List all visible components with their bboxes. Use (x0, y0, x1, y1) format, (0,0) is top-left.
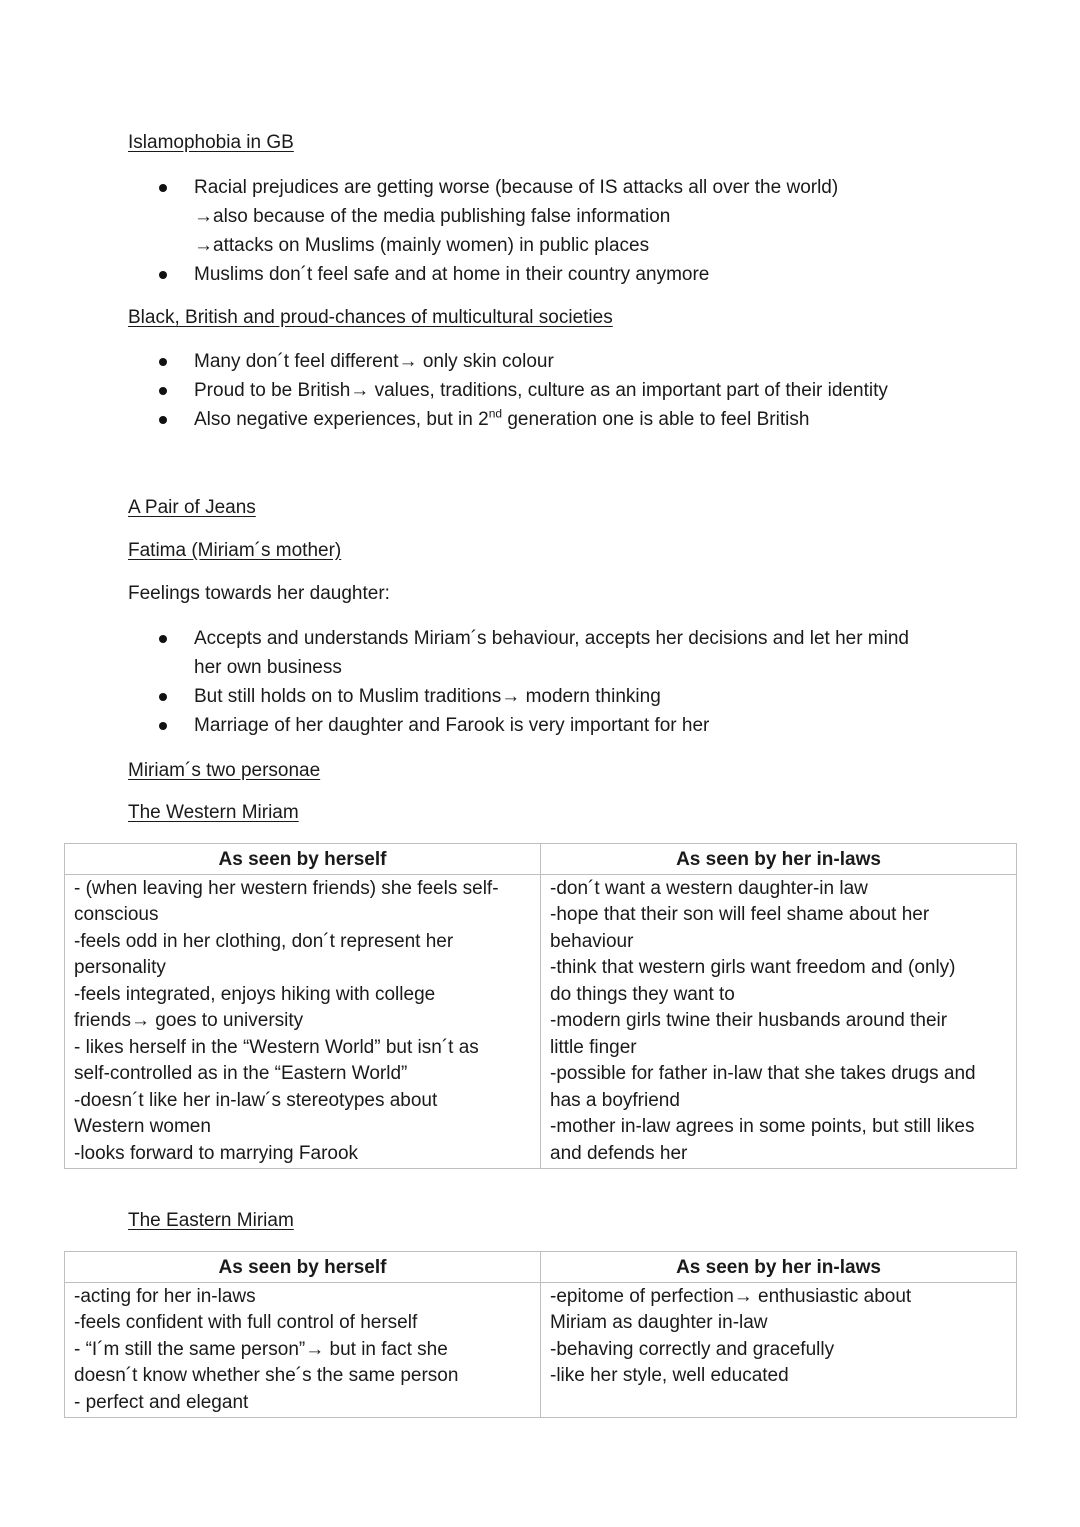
feelings-intro: Feelings towards her daughter: (128, 583, 390, 604)
bullet-text-continued: her own business (194, 657, 342, 678)
column-header: As seen by herself (65, 844, 541, 875)
bullet-text: Also negative experiences, but in 2 (194, 409, 489, 430)
table-cell-in-laws (541, 1282, 1017, 1418)
fatima-feelings-list (128, 624, 958, 740)
cell-line: -don´t want a western daughter-in law (550, 877, 868, 899)
cell-line: -feels integrated, enjoys hiking with college (74, 983, 436, 1005)
cell-line: little finger (550, 1036, 637, 1058)
cell-line: self-controlled as in the “Eastern World” (74, 1063, 408, 1084)
list-item (128, 682, 958, 711)
cell-line: and defends her (550, 1142, 688, 1164)
ordinal-suffix: nd (488, 406, 503, 421)
cell-line: -looks forward to marrying Farook (74, 1142, 359, 1164)
cell-line: -modern girls twine their husbands around their (550, 1010, 948, 1031)
eastern-miriam-table (64, 1251, 1017, 1418)
list-item (128, 405, 958, 434)
heading-black-british-proud: Black, British and proud-chances of multicultural societies (128, 307, 613, 328)
cell-line: doesn´t know whether she´s the same person (74, 1365, 459, 1386)
cell-line: -epitome of perfection→ enthusiastic about (550, 1285, 912, 1307)
heading-western-miriam: The Western Miriam (128, 802, 299, 823)
cell-line: -behaving correctly and gracefully (550, 1338, 835, 1360)
cell-line: -doesn´t like her in-law´s stereotypes about (74, 1089, 438, 1111)
table-row (65, 1282, 1017, 1418)
list-item (128, 173, 958, 260)
bullet-text: generation one is able to feel British (502, 409, 810, 430)
western-miriam-table (64, 843, 1017, 1169)
islamophobia-list (128, 173, 958, 289)
cell-line: -mother in-law agrees in some points, but still likes (550, 1116, 975, 1137)
cell-line: -acting for her in-laws (74, 1285, 256, 1307)
cell-line: - (when leaving her western friends) she feels self- (74, 877, 499, 899)
list-item (128, 347, 958, 376)
cell-line: - likes herself in the “Western World” but isn´t as (74, 1036, 479, 1058)
table-row (65, 874, 1017, 1169)
bullet-text: Many don´t feel different→ only skin colour (194, 351, 554, 372)
table-cell-herself (65, 874, 541, 1169)
cell-line: Western women (74, 1116, 211, 1137)
cell-line: -think that western girls want freedom and (only) (550, 957, 956, 978)
table-cell-in-laws (541, 874, 1017, 1169)
bullet-text: But still holds on to Muslim traditions→ modern thinking (194, 686, 661, 707)
bullet-text: Muslims don´t feel safe and at home in their country anymore (194, 264, 710, 285)
list-item (128, 711, 958, 740)
cell-line: Miriam as daughter in-law (550, 1312, 768, 1333)
list-item (128, 624, 958, 682)
column-header: As seen by her in-laws (541, 844, 1017, 875)
cell-line: behaviour (550, 930, 634, 952)
bullet-text: Accepts and understands Miriam´s behaviour, accepts her decisions and let her mind (194, 628, 909, 649)
bullet-subline: →also because of the media publishing false information (194, 206, 671, 227)
cell-line: -like her style, well educated (550, 1365, 789, 1386)
cell-line: -feels odd in her clothing, don´t represent her (74, 930, 454, 952)
cell-line: has a boyfriend (550, 1089, 680, 1111)
table-header-row (65, 844, 1017, 875)
bullet-text: Racial prejudices are getting worse (because of IS attacks all over the world) (194, 177, 839, 198)
column-header: As seen by her in-laws (541, 1252, 1017, 1283)
heading-two-personae: Miriam´s two personae (128, 760, 321, 781)
heading-fatima: Fatima (Miriam´s mother) (128, 540, 342, 561)
list-item (128, 260, 958, 289)
cell-line: -possible for father in-law that she takes drugs and (550, 1063, 976, 1084)
cell-line: personality (74, 957, 166, 978)
multicultural-list (128, 347, 958, 434)
heading-islamophobia: Islamophobia in GB (128, 132, 294, 153)
bullet-subline: →attacks on Muslims (mainly women) in public places (194, 235, 650, 256)
cell-line: friends→ goes to university (74, 1010, 304, 1031)
cell-line: do things they want to (550, 983, 735, 1005)
cell-line: - “I´m still the same person”→ but in fact she (74, 1338, 448, 1360)
column-header: As seen by herself (65, 1252, 541, 1283)
list-item (128, 376, 958, 405)
heading-eastern-miriam: The Eastern Miriam (128, 1210, 294, 1231)
bullet-text: Proud to be British→ values, traditions, culture as an important part of their identity (194, 380, 888, 401)
heading-pair-of-jeans: A Pair of Jeans (128, 497, 256, 518)
table-cell-herself (65, 1282, 541, 1418)
bullet-text: Marriage of her daughter and Farook is very important for her (194, 715, 710, 736)
cell-line: -feels confident with full control of herself (74, 1312, 418, 1333)
cell-line: conscious (74, 904, 159, 925)
cell-line: -hope that their son will feel shame about her (550, 904, 930, 925)
table-header-row (65, 1252, 1017, 1283)
cell-line: - perfect and elegant (74, 1391, 249, 1413)
